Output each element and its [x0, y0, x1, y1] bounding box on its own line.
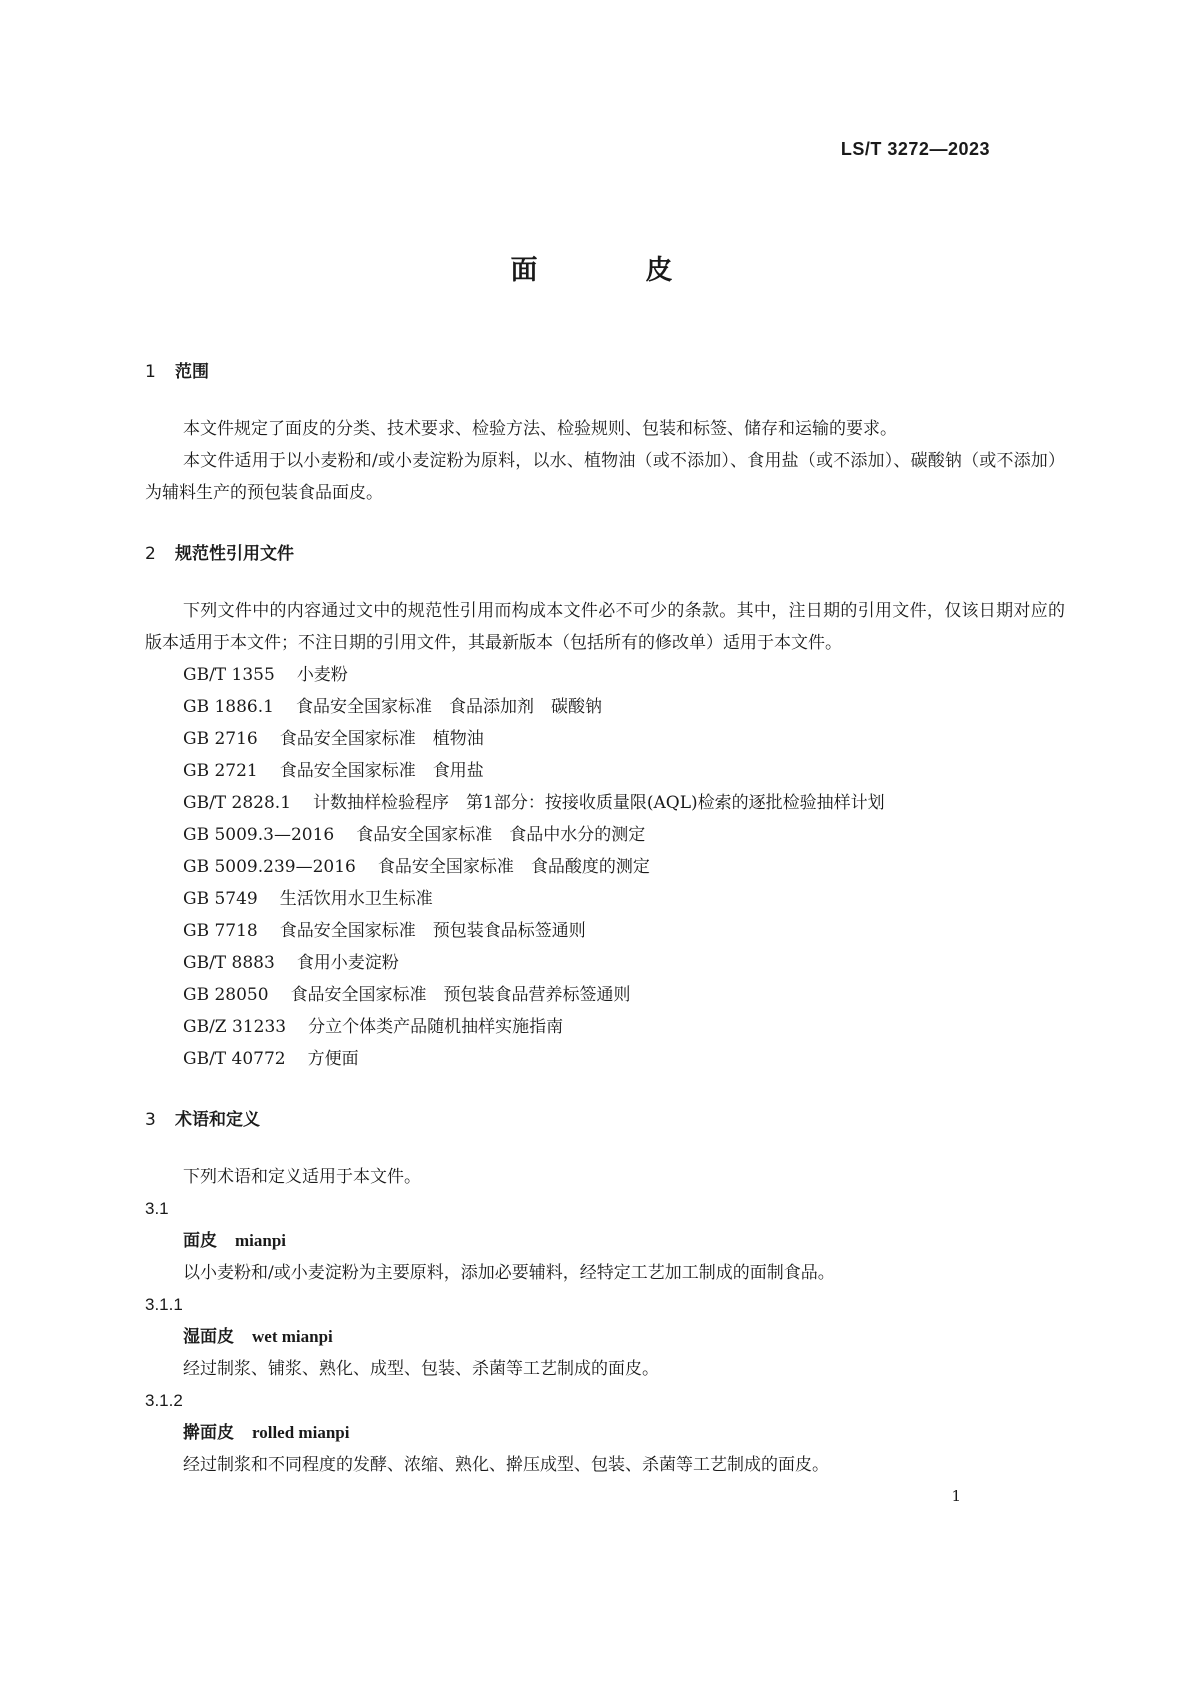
scope-paragraph-2: 本文件适用于以小麦粉和/或小麦淀粉为原料，以水、植物油（或不添加）、食用盐（或不添加）、碳酸钠（或不添加）为辅料生产的预包装食品面皮。 — [145, 451, 1065, 503]
term-name-zh: 湿面皮 — [183, 1327, 234, 1347]
reference-item — [145, 915, 1065, 947]
title-char-1: 面 — [510, 255, 546, 286]
page-number: 1 — [951, 1487, 961, 1505]
reference-item — [145, 947, 1065, 979]
term-number: 3.1 — [145, 1199, 169, 1218]
term-name-en: wet mianpi — [252, 1327, 333, 1346]
term-definition: 以小麦粉和/或小麦淀粉为主要原料，添加必要辅料，经特定工艺加工制成的面制食品。 — [183, 1263, 835, 1283]
section-number: 1 — [145, 362, 156, 382]
reference-code: GB 7718 — [183, 921, 258, 941]
reference-title: 食品安全国家标准 植物油 — [279, 729, 484, 749]
reference-list — [145, 659, 1065, 1075]
reference-item — [145, 883, 1065, 915]
reference-item — [145, 851, 1065, 883]
term-name-zh: 面皮 — [183, 1231, 217, 1251]
reference-title: 小麦粉 — [296, 665, 348, 685]
reference-title: 食品安全国家标准 食品添加剂 碳酸钠 — [295, 697, 602, 717]
standard-code: LS/T 3272—2023 — [840, 139, 990, 159]
reference-code: GB 5009.239—2016 — [183, 857, 356, 877]
term-number: 3.1.1 — [145, 1295, 183, 1314]
term-name — [145, 1321, 1065, 1353]
term-entry — [145, 1385, 1065, 1481]
reference-item — [145, 1011, 1065, 1043]
reference-title: 计数抽样检验程序 第1部分：按接收质量限(AQL)检索的逐批检验抽样计划 — [313, 793, 885, 813]
normative-intro: 下列文件中的内容通过文中的规范性引用而构成本文件必不可少的条款。其中，注日期的引用文件，仅该日期对应的版本适用于本文件；不注日期的引用文件，其最新版本（包括所有的修改单）适用于本文件。 — [145, 601, 1065, 653]
section-number: 2 — [145, 544, 156, 564]
reference-code: GB/Z 31233 — [183, 1017, 287, 1037]
reference-code: GB 1886.1 — [183, 697, 274, 717]
reference-title: 食品安全国家标准 食品中水分的测定 — [356, 825, 646, 845]
reference-title: 生活饮用水卫生标准 — [279, 889, 433, 909]
term-name-en: rolled mianpi — [252, 1423, 350, 1442]
term-name — [145, 1417, 1065, 1449]
document-body — [145, 355, 1065, 1481]
term-name-en: mianpi — [235, 1231, 287, 1250]
reference-code: GB 2721 — [183, 761, 258, 781]
document-title — [0, 248, 1191, 287]
reference-code: GB/T 1355 — [183, 665, 275, 685]
reference-item — [145, 787, 1065, 819]
reference-title: 分立个体类产品随机抽样实施指南 — [308, 1017, 564, 1037]
reference-code: GB/T 40772 — [183, 1049, 286, 1069]
reference-title: 食品安全国家标准 食品酸度的测定 — [377, 857, 650, 877]
term-number: 3.1.2 — [145, 1391, 183, 1410]
section-number: 3 — [145, 1110, 156, 1130]
reference-item — [145, 1043, 1065, 1075]
title-char-2: 皮 — [645, 255, 681, 286]
reference-item — [145, 659, 1065, 691]
section-title: 术语和定义 — [175, 1110, 260, 1130]
section-heading-scope — [145, 355, 1065, 389]
term-name-zh: 擀面皮 — [183, 1423, 234, 1443]
reference-title: 食品安全国家标准 预包装食品营养标签通则 — [290, 985, 631, 1005]
reference-title: 食品安全国家标准 预包装食品标签通则 — [279, 921, 586, 941]
term-name — [145, 1225, 1065, 1257]
term-entry — [145, 1289, 1065, 1385]
reference-code: GB 2716 — [183, 729, 258, 749]
section-heading-terms — [145, 1103, 1065, 1137]
term-entry — [145, 1193, 1065, 1289]
reference-item — [145, 755, 1065, 787]
reference-title: 方便面 — [307, 1049, 359, 1069]
reference-code: GB 28050 — [183, 985, 269, 1005]
reference-item — [145, 691, 1065, 723]
term-definition: 经过制浆和不同程度的发酵、浓缩、熟化、擀压成型、包装、杀菌等工艺制成的面皮。 — [183, 1455, 829, 1475]
reference-code: GB/T 2828.1 — [183, 793, 292, 813]
scope-paragraph-1: 本文件规定了面皮的分类、技术要求、检验方法、检验规则、包装和标签、储存和运输的要求。 — [183, 419, 897, 439]
term-definition: 经过制浆、铺浆、熟化、成型、包装、杀菌等工艺制成的面皮。 — [183, 1359, 659, 1379]
reference-code: GB/T 8883 — [183, 953, 275, 973]
section-title: 范围 — [175, 362, 209, 382]
section-heading-normative — [145, 537, 1065, 571]
reference-code: GB 5749 — [183, 889, 258, 909]
reference-item — [145, 819, 1065, 851]
section-title: 规范性引用文件 — [175, 544, 294, 564]
terms-intro: 下列术语和定义适用于本文件。 — [183, 1167, 421, 1187]
reference-title: 食品安全国家标准 食用盐 — [279, 761, 484, 781]
reference-item — [145, 979, 1065, 1011]
reference-item — [145, 723, 1065, 755]
reference-title: 食用小麦淀粉 — [296, 953, 399, 973]
reference-code: GB 5009.3—2016 — [183, 825, 335, 845]
